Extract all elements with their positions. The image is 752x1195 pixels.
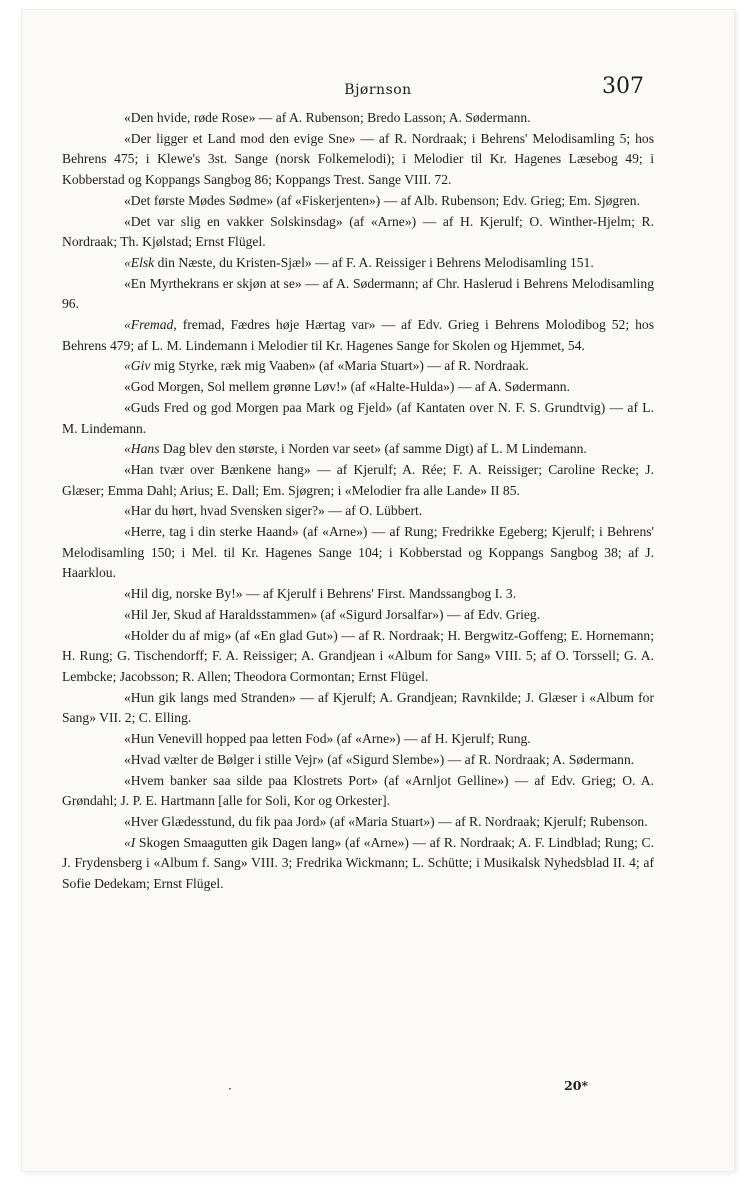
song-entry [62, 398, 654, 439]
song-entry [62, 833, 654, 895]
entry-text: mig Styrke, ræk mig Vaaben» (af «Maria Stuart») — af R. Nordraak. [150, 358, 529, 374]
entry-text: «Der ligger et Land mod den evige Sne» — af R. Nordraak; i Behrens' Melodisamling 5; hos Behrens 475; i Klewe's 3st. Sange (norsk Folkemelodi); i Melodier til Kr. Hagenes Læsebog 49; i Kobberstad og Koppangs Sangbog 86; Koppangs Trest. Sange VIII. 72. [62, 130, 654, 188]
entry-text: din Næste, du Kristen-Sjæl» — af F. A. Reissiger i Behrens Melodisamling 151. [154, 254, 594, 270]
entry-text: «En Myrthekrans er skjøn at se» — af A. Sødermann; af Chr. Haslerud i Behrens Melodisamling 96. [62, 275, 654, 312]
page-number: 307 [602, 74, 644, 99]
song-entry [62, 605, 654, 626]
song-entry [62, 253, 654, 274]
entry-text: «Den hvide, røde Rose» — af A. Rubenson; Bredo Lasson; A. Sødermann. [124, 110, 531, 125]
song-entry [62, 108, 654, 129]
song-entry [62, 129, 654, 191]
song-entry [62, 460, 654, 501]
entry-text: «Hver Glædesstund, du fik paa Jord» (af «Maria Stuart») — af R. Nordraak; Kjerulf; Rubenson. [124, 813, 648, 829]
song-entry [62, 356, 654, 377]
running-head [22, 74, 734, 104]
entry-text: «Hil dig, norske By!» — af Kjerulf i Behrens' First. Mandssangbog I. 3. [124, 586, 517, 602]
song-entry [62, 501, 654, 522]
entry-lead-italic: «Giv [124, 358, 151, 374]
entry-text: «Hun gik langs med Stranden» — af Kjerulf; A. Grandjean; Ravnkilde; J. Glæser i «Album for Sang» VII. 2; C. Elling. [62, 689, 654, 726]
entry-lead-italic: «Elsk [124, 254, 155, 270]
song-entry-list [62, 108, 654, 895]
song-entry [62, 377, 654, 398]
song-entry [62, 688, 654, 729]
song-entry [62, 626, 654, 688]
song-entry [62, 212, 654, 253]
entry-text: «Det første Mødes Sødme» (af «Fiskerjenten») — af Alb. Rubenson; Edv. Grieg; Em. Sjøgren. [124, 192, 640, 208]
entry-text: «Hil Jer, Skud af Haraldsstammen» (af «Sigurd Jorsalfar») — af Edv. Grieg. [124, 606, 541, 622]
song-entry [62, 584, 654, 605]
song-entry [62, 439, 654, 460]
song-entry [62, 274, 654, 315]
entry-text: «God Morgen, Sol mellem grønne Løv!» (af «Halte-Hulda») — af A. Sødermann. [124, 379, 570, 395]
entry-text: «Han tvær over Bænkene hang» — af Kjerulf; A. Rée; F. A. Reissiger; Caroline Recke; J. Glæser; Emma Dahl; Arius; E. Dall; Em. Sjøgren; i «Melodier fra alle Lande» II 85. [62, 461, 654, 498]
entry-text: Skogen Smaagutten gik Dagen lang» (af «Arne») — af R. Nordraak; A. F. Lindblad; Rung; C. J. Frydensberg i «Album f. Sang» VIII. 3; Fredrika Wickmann; L. Schütte; i Musikalsk Nyhedsblad II. 4; af Sofie Dedekam; Ernst Flügel. [62, 834, 654, 892]
entry-lead-italic: «Hans [124, 441, 160, 457]
entry-lead-italic: «I [124, 834, 136, 850]
song-entry [62, 315, 654, 356]
song-entry [62, 771, 654, 812]
song-entry [62, 812, 654, 833]
page-title: Bjørnson [344, 82, 412, 98]
song-entry [62, 729, 654, 750]
entry-text: Dag blev den største, i Norden var seet» (af samme Digt) af L. M Lindemann. [159, 441, 587, 457]
entry-text: «Hvad vælter de Bølger i stille Vejr» (af «Sigurd Slembe») — af R. Nordraak; A. Sødermann. [124, 751, 635, 767]
entry-text: «Guds Fred og god Morgen paa Mark og Fjeld» (af Kantaten over N. F. S. Grundtvig) — af L. M. Lindemann. [62, 399, 654, 436]
printer-dot: · [228, 1082, 232, 1096]
entry-text: «Hvem banker saa silde paa Klostrets Port» (af «Arnljot Gelline») — af Edv. Grieg; O. A. Grøndahl; J. P. E. Hartmann [alle for Soli, Kor og Orkester]. [62, 772, 654, 809]
entry-text: «Det var slig en vakker Solskinsdag» (af «Arne») — af H. Kjerulf; O. Winther-Hjelm; R. Nordraak; Th. Kjølstad; Ernst Flügel. [62, 213, 654, 250]
song-entry [62, 750, 654, 771]
song-entry [62, 522, 654, 584]
entry-lead-italic: «Fremad, [124, 317, 177, 333]
song-entry [62, 191, 654, 212]
entry-text: fremad, Fædres høje Hærtag var» — af Edv. Grieg i Behrens Molodibog 52; hos Behrens 479; af L. M. Lindemann i Melodier til Kr. Hagenes Sange for Skolen og Hjemmet, 54. [62, 317, 654, 353]
entry-text: «Holder du af mig» (af «En glad Gut») — af R. Nordraak; H. Bergwitz-Goffeng; E. Hornemann; H. Rung; G. Tischendorff; F. A. Reissiger; A. Grandjean i «Album for Sang» VIII. 5; af O. Torssell; G. A. Lembcke; Jacobsson; R. Allen; Theodora Cormontan; Ernst Flügel. [62, 627, 654, 684]
book-page [22, 10, 734, 1171]
signature-mark: 20* [564, 1078, 588, 1093]
entry-text: «Herre, tag i din sterke Haand» (af «Arne») — af Rung; Fredrikke Egeberg; Kjerulf; i Behrens' Melodisamling 150; i Mel. til Kr. Hagenes Sange 104; i Kobberstad og Koppangs Sangbog 38; af J. Haarklou. [62, 524, 654, 581]
entry-text: «Hun Venevill hopped paa letten Fod» (af «Arne») — af H. Kjerulf; Rung. [124, 731, 531, 747]
entry-text: «Har du hørt, hvad Svensken siger?» — af O. Lübbert. [124, 503, 423, 519]
